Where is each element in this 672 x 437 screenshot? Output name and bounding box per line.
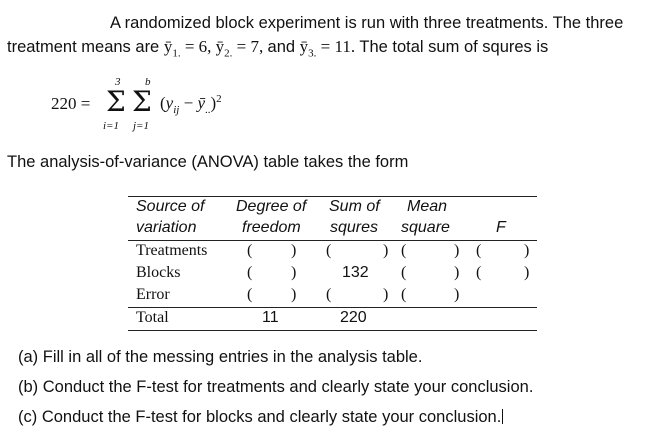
mean-2-symbol: ȳ [215,37,225,56]
sum-2-upper: b [145,76,151,88]
mean-1-symbol: ȳ [163,37,173,56]
ms-blank-paren-open: ( [401,242,407,259]
table-bottom-rule [128,330,537,331]
ms-blank-paren-close: ) [454,286,460,303]
sigma-1: Σ [106,85,126,118]
df-blank-paren-open: ( [247,286,253,303]
header-f: F [496,219,506,236]
mean-2 [215,37,268,60]
ms-blank-paren-close: ) [454,242,460,259]
mean-3-symbol: ȳ [299,37,309,56]
row-source: Error [136,286,170,303]
text-cursor [502,409,503,424]
f-blank-paren-close: ) [524,242,530,259]
mean-3-subscript: 3. [308,47,317,60]
formula-ybar: ȳ [197,93,205,113]
sigma-2: Σ [132,85,152,118]
formula-body [160,93,222,116]
formula-close-paren: ) [210,93,217,113]
df-blank-paren-close: ) [291,286,297,303]
df-blank-paren-open: ( [247,242,253,259]
header-ms-line-2: square [401,219,450,236]
f-blank-paren-open: ( [476,264,482,281]
row-source: Treatments [136,242,208,259]
mean-3 [299,37,356,60]
intro-line-2-suffix: The total sum of squres is [355,38,549,56]
formula-lhs: 220 = [51,94,91,113]
row-source: Blocks [136,264,181,281]
row-ss: 132 [342,264,369,281]
header-source-line-1: Source of [136,198,205,215]
question-c-text: (c) Conduct the F-test for blocks and clearly state your conclusion. [18,408,502,426]
header-ss-line-2: squres [330,219,379,236]
mean-1-subscript: 1. [172,47,181,60]
intro-line-2 [7,37,548,59]
header-df-line-2: freedom [242,219,301,236]
intro-line-1: A randomized block experiment is run with three treatments. The three [110,14,624,32]
intro-and: and [267,38,300,56]
f-blank-paren-open: ( [476,242,482,259]
question-a: (a) Fill in all of the messing entries in the analysis table. [18,348,423,366]
df-blank-paren-close: ) [291,264,297,281]
mean-2-subscript: 2. [224,47,233,60]
ss-blank-paren-open: ( [326,286,332,303]
question-c [18,408,503,427]
header-ms-line-1: Mean [407,198,448,215]
formula-ybar-subscript: .. [204,104,211,117]
sum-1-upper: 3 [115,76,121,88]
mean-1-value: = 6, [180,37,216,56]
header-source-line-2: variation [136,219,197,236]
table-header-rule [128,240,537,241]
mean-3-value: = 11. [316,37,356,56]
anova-intro: The analysis-of-variance (ANOVA) table takes the form [7,153,409,171]
mean-2-value: = 7, [232,37,268,56]
formula-open-paren: ( [160,93,166,113]
row-source: Total [136,309,169,326]
formula-y: y [165,93,174,113]
ms-blank-paren-close: ) [454,264,460,281]
sum-2-lower: j=1 [133,120,149,132]
formula-y-subscript: ij [173,104,180,117]
formula-exponent: 2 [216,93,222,105]
table-total-rule [128,307,537,308]
sum-1-lower: i=1 [103,120,119,132]
question-b: (b) Conduct the F-test for treatments and clearly state your conclusion. [18,378,534,396]
df-blank-paren-open: ( [247,264,253,281]
table-top-rule [128,196,537,197]
df-blank-paren-close: ) [291,242,297,259]
ms-blank-paren-open: ( [401,286,407,303]
f-blank-paren-close: ) [524,264,530,281]
ss-blank-paren-close: ) [383,242,389,259]
ss-blank-paren-open: ( [326,242,332,259]
header-ss-line-1: Sum of [329,198,380,215]
row-ss: 220 [340,309,367,326]
ms-blank-paren-open: ( [401,264,407,281]
row-df: 11 [262,309,279,326]
header-df-line-1: Degree of [236,198,307,215]
mean-1 [163,37,216,60]
formula-minus: − [183,93,194,113]
intro-line-2-prefix: treatment means are [7,38,164,56]
ss-blank-paren-close: ) [383,286,389,303]
